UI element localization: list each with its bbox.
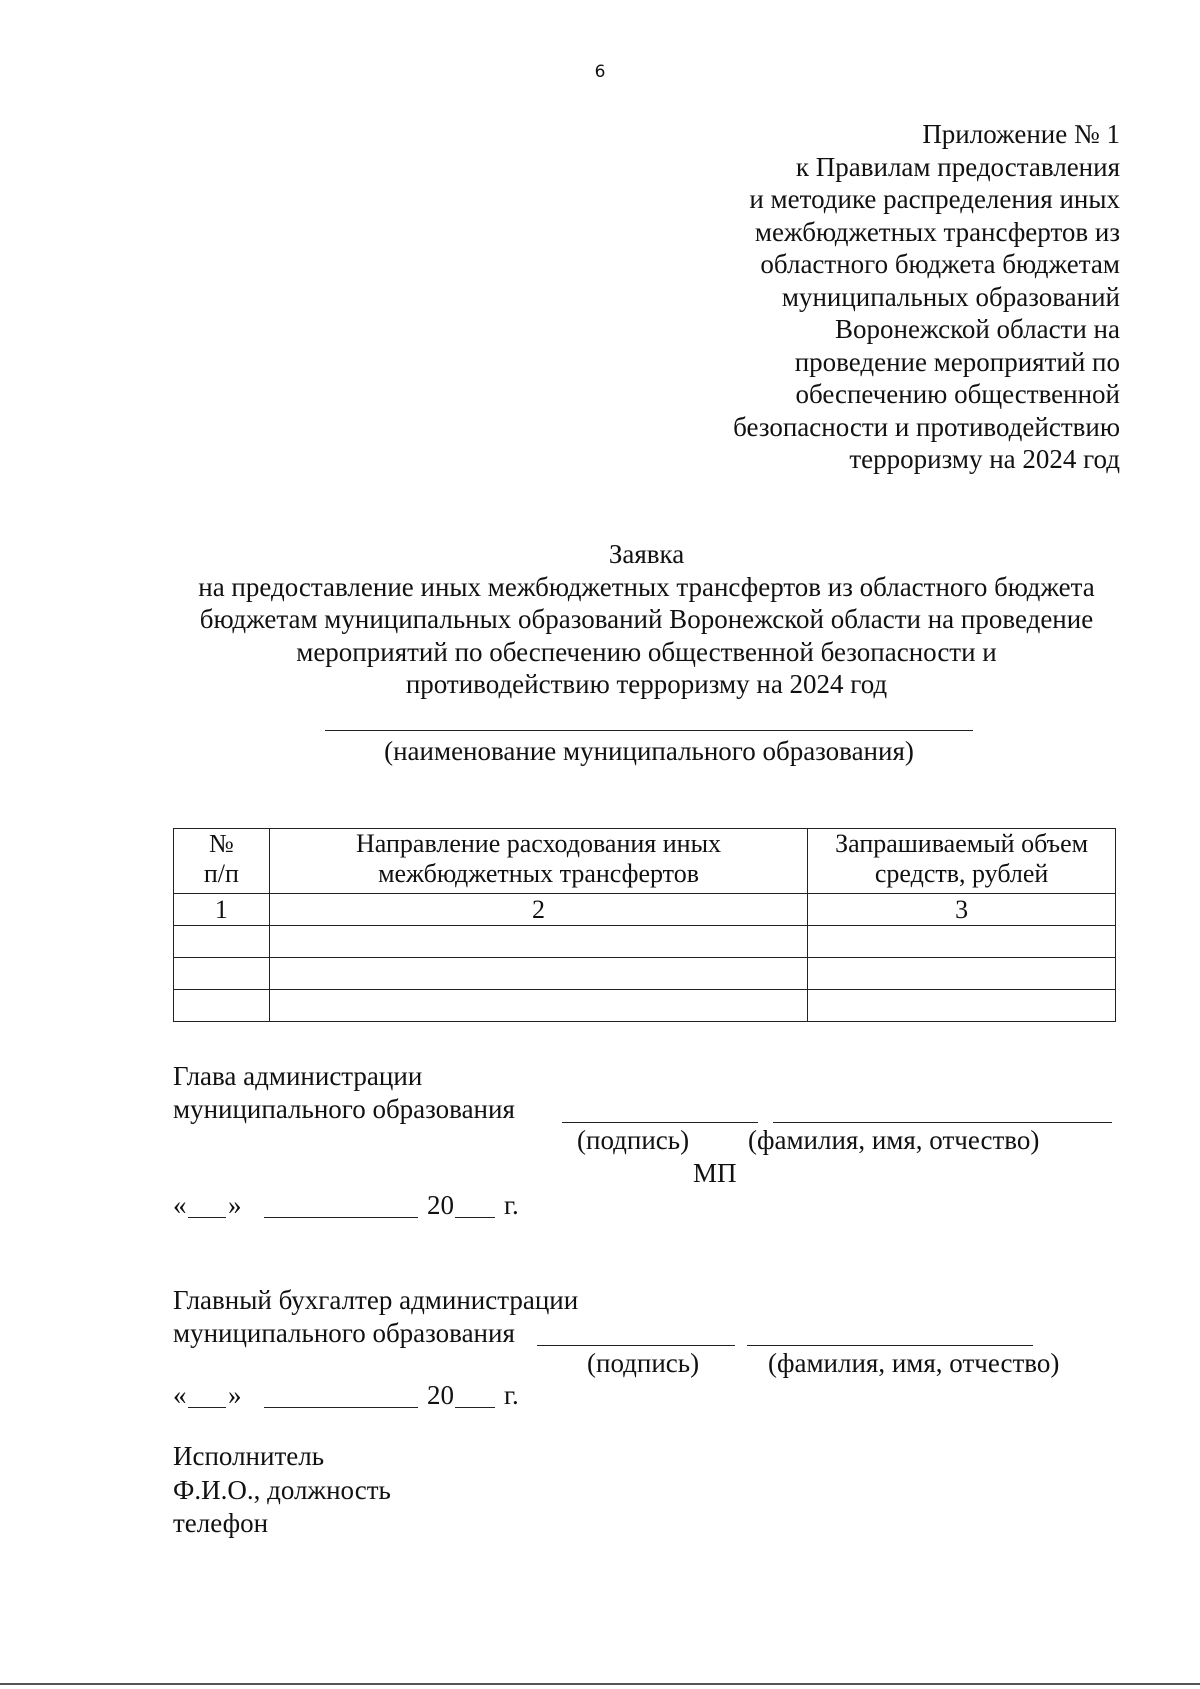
request-title-line: противодействию терроризму на 2024 год (405, 669, 888, 699)
accountant-year-blank[interactable] (455, 1407, 495, 1408)
request-title-line: бюджетам муниципальных образований Воронежской области на проведение (199, 604, 1094, 634)
accountant-name-blank[interactable] (747, 1345, 1033, 1346)
accountant-month-blank[interactable] (264, 1407, 418, 1408)
table-cell[interactable] (174, 926, 270, 958)
head-year-blank[interactable] (455, 1217, 495, 1218)
appendix-line: к Правилам предоставления (795, 151, 1120, 182)
column-number: 3 (808, 894, 1116, 926)
stamp-placeholder: МП (693, 1158, 737, 1188)
header-amount-line2: средств, рублей (874, 859, 1049, 888)
accountant-date-open-quote: « (173, 1380, 187, 1410)
table-row (174, 926, 1116, 958)
municipality-caption: (наименование муниципального образования) (384, 736, 914, 766)
head-month-blank[interactable] (264, 1217, 418, 1218)
head-date-open-quote: « (173, 1190, 187, 1220)
accountant-title-line2: муниципального образования (173, 1318, 515, 1348)
head-year-prefix: 20 (427, 1190, 454, 1220)
request-title: Заявка (608, 539, 685, 569)
head-name-caption: (фамилия, имя, отчество) (748, 1125, 1040, 1155)
request-title-line: на предоставление иных межбюджетных трансфертов из областного бюджета (198, 571, 1095, 602)
head-name-blank[interactable] (773, 1122, 1112, 1123)
header-direction-line1: Направление расходования иных (356, 829, 722, 858)
request-title-block (0, 538, 1200, 701)
header-index (174, 829, 270, 894)
header-direction (269, 829, 807, 894)
appendix-heading (560, 118, 1120, 476)
appendix-line: Воронежской области на (835, 314, 1120, 344)
header-amount (808, 829, 1116, 894)
head-title-line2: муниципального образования (173, 1094, 515, 1124)
head-signature-caption: (подпись) (577, 1125, 690, 1155)
header-index-line2: п/п (203, 859, 239, 888)
request-title-line: мероприятий по обеспечению общественной безопасности и (296, 636, 997, 667)
appendix-line: терроризму на 2024 год (849, 444, 1120, 474)
table-cell[interactable] (269, 958, 807, 990)
header-direction-line2: межбюджетных трансфертов (378, 859, 699, 888)
accountant-title-line1: Главный бухгалтер администрации (173, 1285, 579, 1315)
expense-table (173, 828, 1116, 1022)
accountant-year-suffix: г. (504, 1380, 519, 1410)
table-row (174, 990, 1116, 1022)
table-cell[interactable] (269, 990, 807, 1022)
column-number: 1 (174, 894, 270, 926)
page-number: 6 (594, 62, 606, 82)
head-title-line1: Глава администрации (173, 1061, 423, 1091)
accountant-signature-caption: (подпись) (587, 1348, 700, 1378)
head-year-suffix: г. (504, 1190, 519, 1220)
head-date-close-quote: » (228, 1190, 242, 1220)
appendix-line: межбюджетных трансфертов из (754, 216, 1120, 247)
appendix-line: обеспечению общественной (795, 379, 1120, 409)
appendix-line: муниципальных образований (781, 281, 1120, 312)
municipality-name-blank[interactable] (325, 730, 973, 731)
table-cell[interactable] (174, 958, 270, 990)
appendix-line: и методике распределения иных (749, 184, 1120, 214)
appendix-line: Приложение № 1 (922, 119, 1120, 149)
table-header-row (174, 829, 1116, 894)
header-index-line1: № (209, 829, 234, 858)
column-number: 2 (269, 894, 807, 926)
page-bottom-edge (0, 1683, 1200, 1685)
executor-label: Исполнитель (173, 1441, 325, 1471)
accountant-name-caption: (фамилия, имя, отчество) (768, 1348, 1060, 1378)
executor-phone: телефон (173, 1508, 269, 1538)
appendix-line: безопасности и противодействию (733, 411, 1120, 442)
table-row (174, 958, 1116, 990)
executor-name-position: Ф.И.О., должность (173, 1475, 391, 1505)
head-day-blank[interactable] (188, 1217, 226, 1218)
table-cell[interactable] (174, 990, 270, 1022)
header-amount-line1: Запрашиваемый объем (835, 829, 1089, 858)
accountant-date-close-quote: » (228, 1380, 242, 1410)
accountant-signature-blank[interactable] (537, 1345, 735, 1346)
accountant-year-prefix: 20 (427, 1380, 454, 1410)
table-cell[interactable] (808, 926, 1116, 958)
table-cell[interactable] (808, 990, 1116, 1022)
table-cell[interactable] (808, 958, 1116, 990)
appendix-line: областного бюджета бюджетам (760, 249, 1120, 279)
table-cell[interactable] (269, 926, 807, 958)
head-signature-blank[interactable] (562, 1122, 758, 1123)
table-number-row (174, 894, 1116, 926)
accountant-day-blank[interactable] (188, 1407, 226, 1408)
appendix-line: проведение мероприятий по (794, 346, 1120, 377)
